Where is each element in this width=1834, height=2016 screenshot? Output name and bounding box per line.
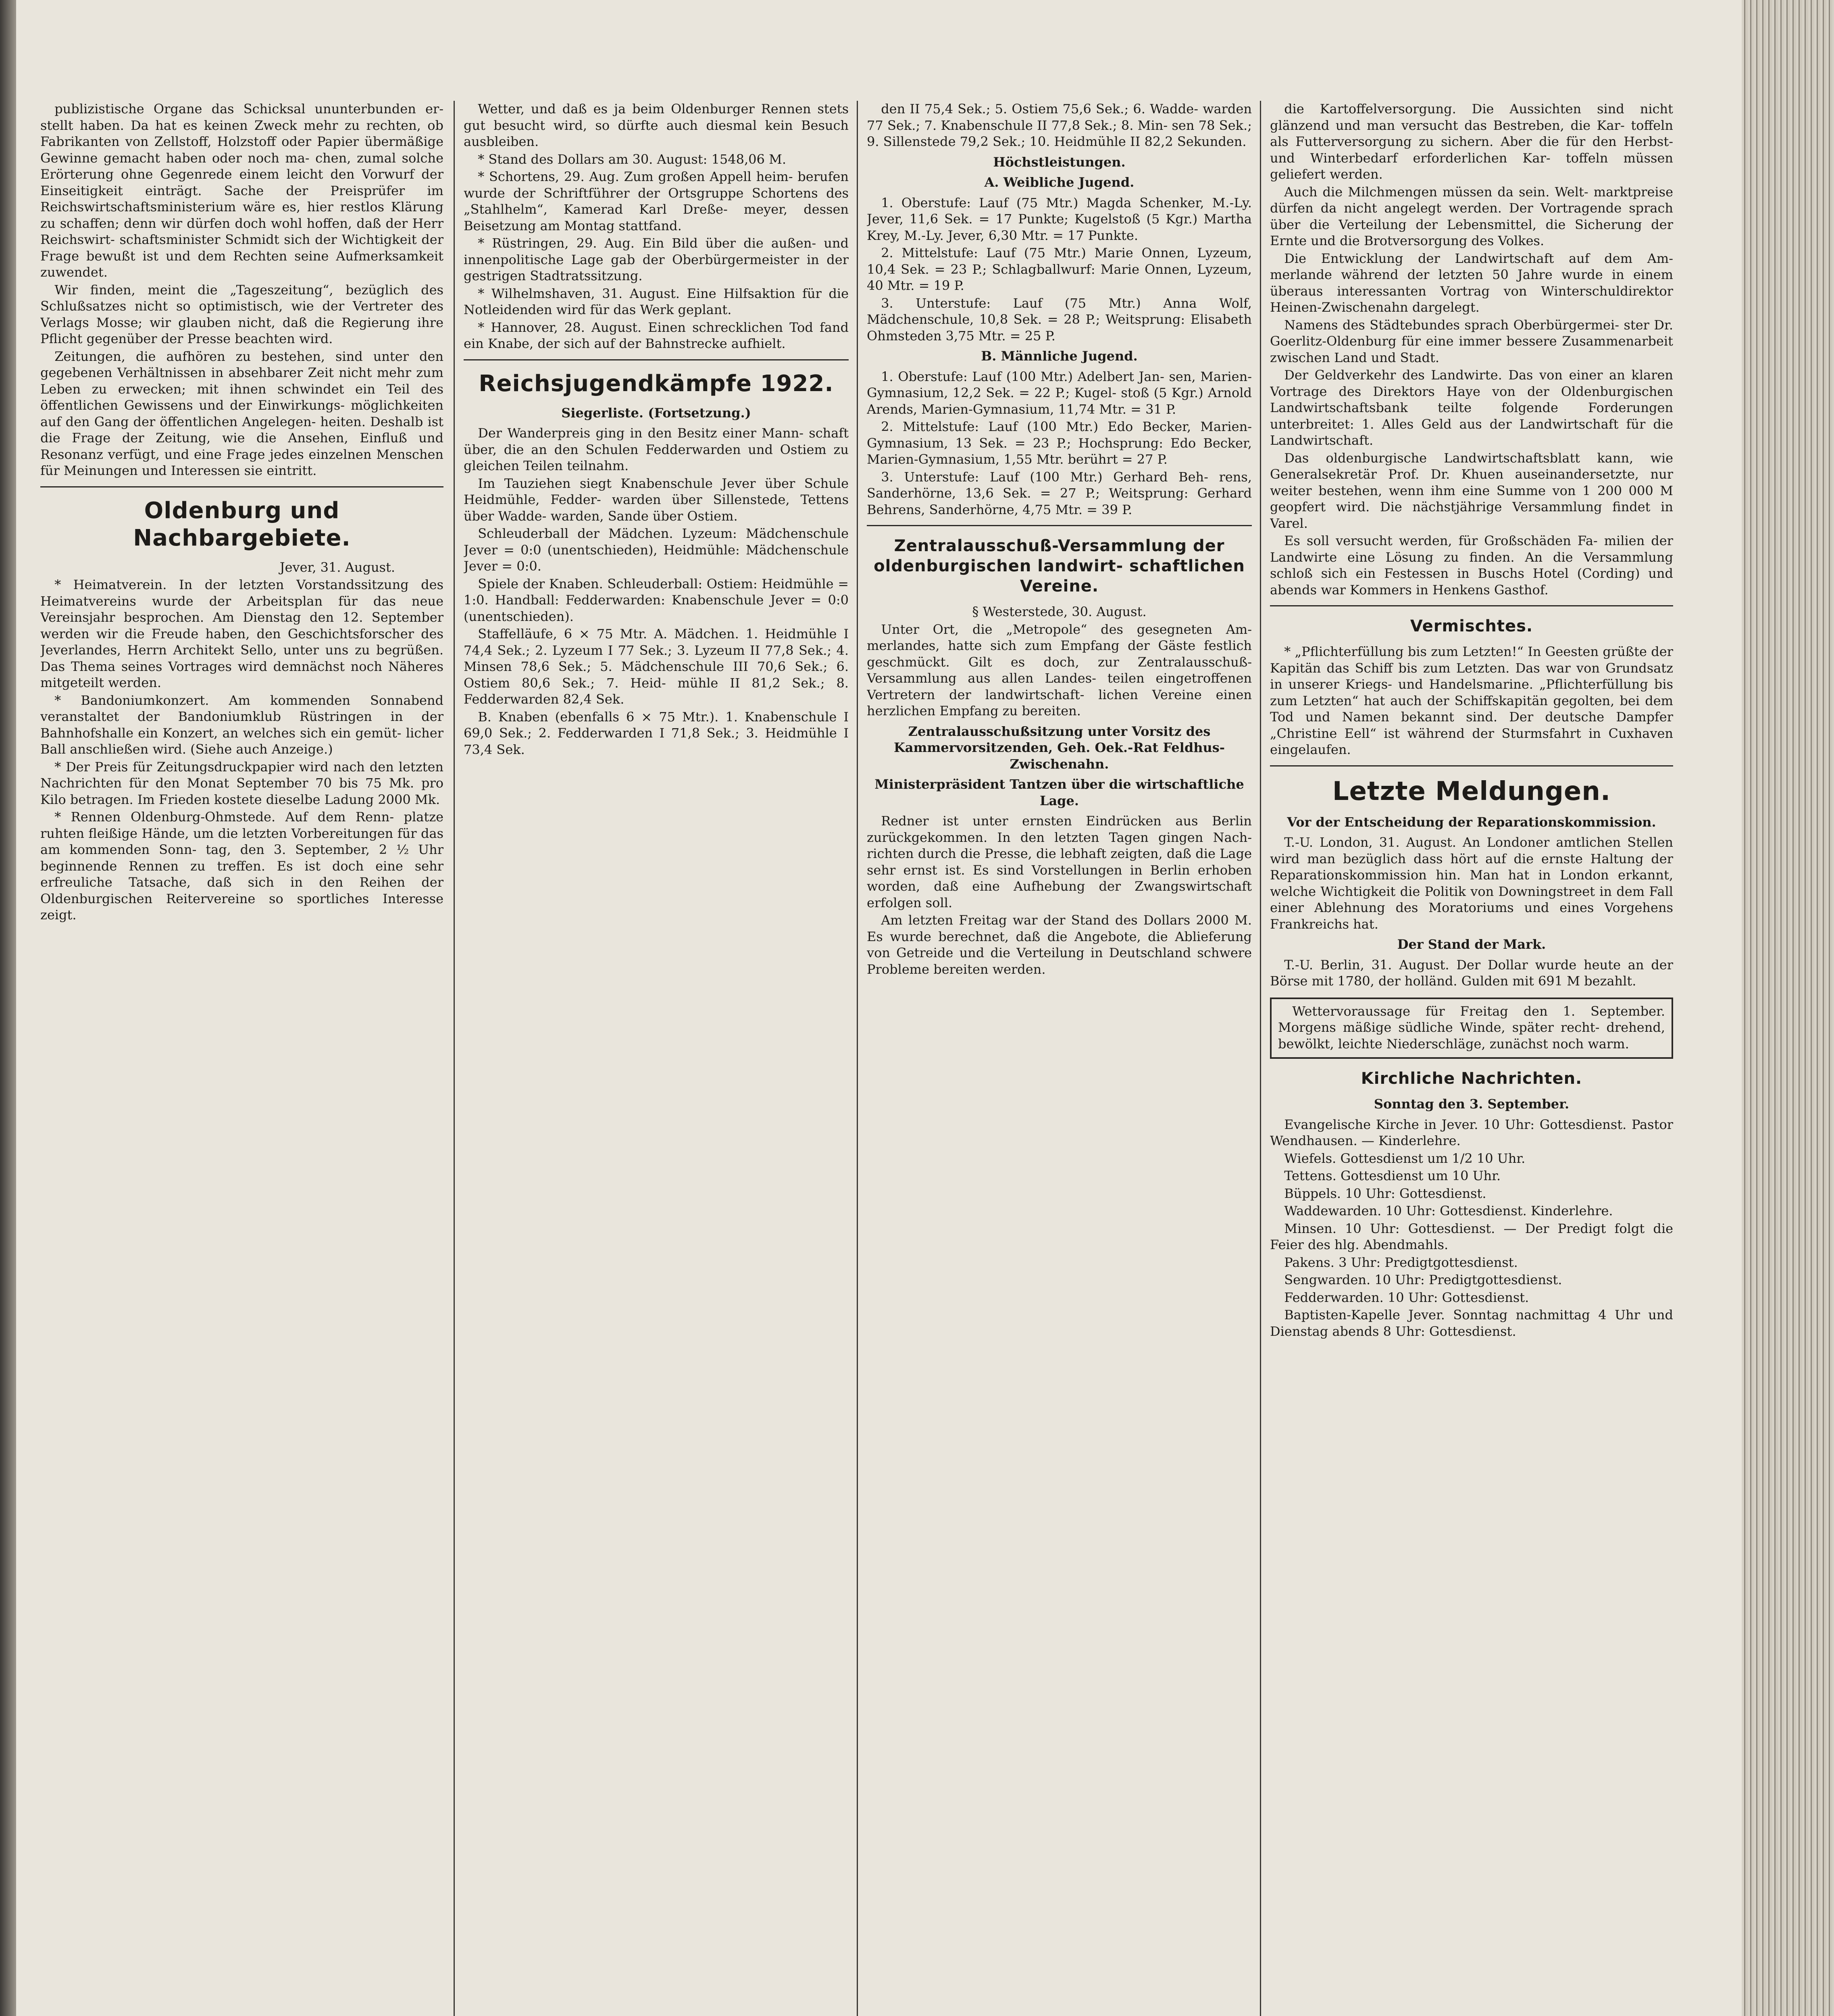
col2-paragraph: Der Wanderpreis ging in den Besitz einer Mann- schaft über, die an den Schulen Fedderwarden und Ostiem zu gleichen Teilen teilnahm.: [464, 425, 849, 473]
church-item: Sengwarden. 10 Uhr: Predigtgottesdienst.: [1284, 1272, 1562, 1287]
divider: [1270, 765, 1673, 766]
divider: [40, 486, 443, 487]
subheading: Höchstleistungen.: [993, 154, 1126, 170]
col1-paragraph: publizistische Organe das Schicksal ununterbunden er- stellt haben. Da hat es keinen Zweck mehr zu rechten, ob Fabrikanten von Zellstoff, Holzstoff oder Papier übermäßige Gewinne gemacht haben oder noch ma- chen, zumal solche Erörterung ohne Gegenrede einem leicht den Vorwurf der Einseitigkeit einträgt. Sache der Preisprüfer im Reichswirtschaftsministerium wäre es, hier restlos Klärung zu schaffen; denn wir dürfen doch wohl hoffen, daß der Herr Reichswirt- schaftsminister Schmidt sich der Wichtigkeit der Frage bewußt ist und dem Rechten seine Aufmerksamkeit zuwendet.: [40, 101, 443, 280]
col3-paragraph: 2. Mittelstufe: Lauf (75 Mtr.) Marie Onnen, Lyzeum, 10,4 Sek. = 23 P.; Schlagballwurf: Marie Onnen, Lyzeum, 40 Mtr. = 19 P.: [867, 245, 1252, 293]
church-item: Evangelische Kirche in Jever. 10 Uhr: Gottesdienst. Pastor Wendhausen. — Kinderlehre.: [1270, 1116, 1673, 1148]
divider: [867, 525, 1252, 526]
col2-paragraph: Wetter, und daß es ja beim Oldenburger Rennen stets gut besucht wird, so dürfte auch diesmal kein Besuch ausbleiben.: [464, 101, 849, 149]
col4-paragraph: T.-U. Berlin, 31. August. Der Dollar wurde heute an der Börse mit 1780, der holländ. Gulden mit 691 M bezahlt.: [1270, 957, 1673, 989]
binding-shadow: [0, 0, 16, 2016]
section-subtitle: Der Stand der Mark.: [1397, 937, 1546, 952]
col4-paragraph: Auch die Milchmengen müssen da sein. Welt- marktpreise dürfen da nicht angelegt werden. Der Vortragende sprach über die Verteilung der Lebensmittel, die Sicherung der Ernte und die Brotversorgung des Volkes.: [1270, 184, 1673, 248]
col1-paragraph: * Rennen Oldenburg-Ohmstede. Auf dem Renn- platze ruhten fleißige Hände, um die letzten Vorbereitungen für das am kommenden Sonn- tag, den 3. September, 2 ½ Uhr beginnende Rennen zu treffen. Es ist doch eine sehr erfreuliche Tatsache, daß sich in den Reihen der Oldenburgischen Reitervereine so sportliches Interesse zeigt.: [40, 809, 443, 923]
col4-paragraph: die Kartoffelversorgung. Die Aussichten sind nicht glänzend und man versucht das Bestreben, die Kar- toffeln als Futterversorgung zu sichern. Aber die für den Herbst- und Winterbedarf erforderlichen Kar- toffeln müssen geliefert werden.: [1270, 101, 1673, 182]
col4-paragraph: T.-U. London, 31. August. An Londoner amtlichen Stellen wird man bezüglich dass hört auf die ernste Haltung der Reparationskommission hin. Man hat in London erkannt, welche Wichtigkeit die Politik von Downingstreet in dem Fall einer Ablehnung des Moratoriums und eines Vorgehens Frankreichs hat.: [1270, 835, 1673, 932]
subheading: A. Weibliche Jugend.: [984, 175, 1135, 190]
subheading: B. Männliche Jugend.: [981, 348, 1138, 364]
col4-paragraph: Es soll versucht werden, für Großschäden Fa- milien der Landwirte eine Lösung zu finden. An die Versammlung schloß sich ein Festessen in Buschs Hotel (Cording) und abends war Kommers in Henkens Gasthof.: [1270, 533, 1673, 598]
column-rule: [857, 101, 858, 2016]
col3-paragraph: 1. Oberstufe: Lauf (75 Mtr.) Magda Schenker, M.-Ly. Jever, 11,6 Sek. = 17 Punkte; Kugelstoß (5 Kgr.) Martha Krey, M.-Ly. Jever, 6,30 Mtr. = 17 Punkte.: [867, 195, 1252, 243]
church-item: Tettens. Gottesdienst um 10 Uhr.: [1284, 1168, 1501, 1183]
section-title-letzte-meldungen: Letzte Meldungen.: [1332, 776, 1611, 806]
dollar-rate: * Stand des Dollars am 30. August: 1548,06 M.: [478, 151, 786, 167]
column-4: [1270, 101, 1673, 2016]
col2-paragraph: Spiele der Knaben. Schleuderball: Ostiem: Heidmühle = 1:0. Handball: Fedderwarden: Knabenschule Jever = 0:0 (unentschieden).: [464, 576, 849, 624]
col2-paragraph: * Wilhelmshaven, 31. August. Eine Hilfsaktion für die Notleidenden wird für das Werk geplant.: [464, 285, 849, 317]
col3-paragraph: Zentralausschußsitzung unter Vorsitz des Kammervorsitzenden, Geh. Oek.-Rat Feldhus-Zwischenahn.: [893, 723, 1225, 772]
divider: [464, 359, 849, 360]
col1-paragraph: * Der Preis für Zeitungsdruckpapier wird nach den letzten Nachrichten für den Monat September 70 bis 75 Mk. pro Kilo betragen. Im Frieden kostete dieselbe Ladung 2000 Mk.: [40, 759, 443, 807]
church-item: Wiefels. Gottesdienst um 1/2 10 Uhr.: [1284, 1150, 1526, 1166]
church-item: Baptisten-Kapelle Jever. Sonntag nachmittag 4 Uhr und Dienstag abends 8 Uhr: Gottesdienst.: [1270, 1307, 1673, 1339]
section-title-reichsjugendkaempfe: Reichsjugendkämpfe 1922.: [479, 370, 834, 397]
church-date: Sonntag den 3. September.: [1374, 1096, 1570, 1112]
col3-paragraph: Redner ist unter ernsten Eindrücken aus Berlin zurückgekommen. In den letzten Tagen gingen Nach- richten durch die Presse, die lebhaft zeigten, daß die Lage sehr ernst ist. Es sind Vorstellungen in Berlin erhoben worden, daß eine Aufhebung der Zwangswirtschaft erfolgen soll.: [867, 813, 1252, 910]
col1-paragraph: Zeitungen, die aufhören zu bestehen, sind unter den gegebenen Verhältnissen in absehbarer Zeit nicht mehr zum Leben zu erwecken; mit ihnen schwindet ein Teil des öffentlichen Gewissens und der Einwirkungs- möglichkeiten auf den Gang der öffentlichen Angelegen- heiten. Deshalb ist die Frage der Zeitung, wie die Ansehen, Einfluß und Resonanz verfügt, und eine Frage jedes einzelnen Menschen für Meinungen und Interessen sie eintritt.: [40, 348, 443, 478]
col2-paragraph: Staffelläufe, 6 × 75 Mtr. A. Mädchen. 1. Heidmühle I 74,4 Sek.; 2. Lyzeum I 77 Sek.; 3. Lyzeum II 77,8 Sek.; 4. Minsen 78,6 Sek.; 5. Mädchenschule III 70,6 Sek.; 6. Ostiem 80,6 Sek.; 7. Heid- mühle II 81,2 Sek.; 8. Fedderwarden 82,4 Sek.: [464, 626, 849, 707]
col2-paragraph: Im Tauziehen siegt Knabenschule Jever über Schule Heidmühle, Fedder- warden über Sillenstede, Tettens über Wadde- warden, Sande über Ostiem.: [464, 475, 849, 524]
col1-paragraph: Wir finden, meint die „Tageszeitung“, bezüglich des Schlußsatzes nicht so optimistisch, wie der Vertreter des Verlags Mosse; wir glauben nicht, daß die Regierung ihre Pflicht gegenüber der Presse beachten wird.: [40, 282, 443, 346]
col3-paragraph: 2. Mittelstufe: Lauf (100 Mtr.) Edo Becker, Marien-Gymnasium, 13 Sek. = 23 P.; Hochsprung: Edo Becker, Marien-Gymnasium, 1,55 Mtr. berührt = 27 P.: [867, 419, 1252, 467]
col2-paragraph: * Hannover, 28. August. Einen schrecklichen Tod fand ein Knabe, der sich auf der Bahnstrecke aufhielt.: [464, 319, 849, 351]
section-subtitle: Siegerliste. (Fortsetzung.): [561, 405, 751, 421]
col4-paragraph: Die Entwicklung der Landwirtschaft auf dem Am- merlande während der letzten 50 Jahre wurde in einem überaus interessanten Vortrag von Winterschuldirektor Heinen-Zwischenahn dargelegt.: [1270, 250, 1673, 315]
col3-paragraph: Am letzten Freitag war der Stand des Dollars 2000 M. Es wurde berechnet, daß die Angebote, die Ablieferung von Getreide und die Verteilung in Deutschland schwere Probleme bereiten werden.: [867, 912, 1252, 977]
weather-box: [1270, 998, 1673, 1059]
church-item: Fedderwarden. 10 Uhr: Gottesdienst.: [1284, 1289, 1529, 1305]
col2-paragraph: * Rüstringen, 29. Aug. Ein Bild über die außen- und innenpolitische Lage gab der Oberbürgermeister in der gestrigen Stadtratssitzung.: [464, 235, 849, 283]
col1-paragraph: * Heimatverein. In der letzten Vorstandssitzung des Heimatvereins wurde der Arbeitsplan für das neue Vereinsjahr besprochen. Am Dienstag den 12. September werden wir die Freude haben, den Geschichtsforscher des Jeverlandes, Herrn Architekt Sello, unter uns zu begrüßen. Das Thema seines Vortrages wird demnächst noch Näheres mitgeteilt werden.: [40, 577, 443, 690]
section-subtitle: Vor der Entscheidung der Reparationskommission.: [1287, 814, 1656, 830]
church-item: Büppels. 10 Uhr: Gottesdienst.: [1284, 1185, 1486, 1201]
column-rule: [1260, 101, 1261, 2016]
dateline: § Westerstede, 30. August.: [972, 604, 1147, 619]
section-title-zentralausschuss: Zentralausschuß-Versammlung der oldenburgischen landwirt- schaftlichen Vereine.: [874, 537, 1245, 596]
section-title-kirchliche-nachrichten: Kirchliche Nachrichten.: [1361, 1069, 1582, 1088]
church-item: Minsen. 10 Uhr: Gottesdienst. — Der Predigt folgt die Feier des hlg. Abendmahls.: [1270, 1220, 1673, 1252]
dateline: Jever, 31. August.: [279, 559, 395, 575]
col1-paragraph: * Bandoniumkonzert. Am kommenden Sonnabend veranstaltet der Bandoniumklub Rüstringen in der Bahnhofshalle ein Konzert, an welches sich ein gemüt- licher Ball anschließen wird. (Siehe auch Anzeige.): [40, 692, 443, 757]
col3-paragraph: 3. Unterstufe: Lauf (75 Mtr.) Anna Wolf, Mädchenschule, 10,8 Sek. = 28 P.; Weitsprung: Elisabeth Ohmsteden 3,75 Mtr. = 25 P.: [867, 295, 1252, 344]
col2-paragraph: * Schortens, 29. Aug. Zum großen Appell heim- berufen wurde der Schriftführer der Ortsgruppe Schortens des „Stahlhelm“, Kamerad Karl Dreße- meyer, dessen Beisetzung am Montag stattfand.: [464, 169, 849, 233]
column-rule: [454, 101, 455, 2016]
section-title-vermischtes: Vermischtes.: [1410, 617, 1533, 635]
col2-paragraph: B. Knaben (ebenfalls 6 × 75 Mtr.). 1. Knabenschule I 69,0 Sek.; 2. Fedderwarden I 71,8 Sek.; 3. Heidmühle I 73,4 Sek.: [464, 709, 849, 757]
col3-paragraph: 1. Oberstufe: Lauf (100 Mtr.) Adelbert Jan- sen, Marien-Gymnasium, 12,2 Sek. = 22 P.; Kugel- stoß (5 Kgr.) Arnold Arends, Marien-Gymnasium, 11,74 Mtr. = 31 P.: [867, 369, 1252, 417]
column-3: [867, 101, 1252, 2016]
col3-paragraph: 3. Unterstufe: Lauf (100 Mtr.) Gerhard Beh- rens, Sanderhörne, 13,6 Sek. = 27 P.; Weitsprung: Gerhard Behrens, Sanderhörne, 4,75 Mtr. = 39 P.: [867, 469, 1252, 517]
col4-paragraph: Der Geldverkehr des Landwirte. Das von einer an klaren Vortrage des Direktors Haye von der Oldenburgischen Landwirtschaftsbank teilte folgende Forderungen unterbreitet: 1. Alles Geld aus der Landwirtschaft für die Landwirtschaft.: [1270, 367, 1673, 448]
col4-paragraph: * „Pflichterfüllung bis zum Letzten!“ In Geesten grüßte der Kapitän das Schiff bis zum Letzten. Das war von Grundsatz in unserer Kriegs- und Handelsmarine. „Pflichterfüllung bis zum Letzten“ hat auch der Schiffskapitän gegolten, bei dem Tod und Namen bekannt sind. Der deutsche Dampfer „Christine Eell“ ist während der Sturmsfahrt in Cuxhaven eingelaufen.: [1270, 644, 1673, 757]
col4-paragraph: Das oldenburgische Landwirtschaftsblatt kann, wie Generalsekretär Prof. Dr. Khuen auseinandersetzte, nur weiter bestehen, wenn ihm eine Summe von 1 200 000 M geopfert wird. Die nächstjährige Versammlung findet in Varel.: [1270, 450, 1673, 531]
col3-paragraph: den II 75,4 Sek.; 5. Ostiem 75,6 Sek.; 6. Wadde- warden 77 Sek.; 7. Knabenschule II 77,8 Sek.; 8. Min- sen 78 Sek.; 9. Sillenstede 79,2 Sek.; 10. Heidmühle II 82,2 Sekunden.: [867, 101, 1252, 149]
divider: [1270, 605, 1673, 606]
church-item: Waddewarden. 10 Uhr: Gottesdienst. Kinderlehre.: [1284, 1203, 1613, 1218]
column-2: [464, 101, 849, 2016]
newspaper-page: [16, 0, 1742, 2016]
column-1: [40, 101, 443, 2016]
col2-paragraph: Schleuderball der Mädchen. Lyzeum: Mädchenschule Jever = 0:0 (unentschieden), Heidmühle: Mädchenschule Jever = 0:0.: [464, 526, 849, 574]
weather-forecast: Wettervoraussage für Freitag den 1. September. Morgens mäßige südliche Winde, später recht- drehend, bewölkt, leichte Niederschläge, zunächst noch warm.: [1278, 1003, 1665, 1052]
page-stack-edge: [1742, 0, 1834, 2016]
section-title-oldenburg: Oldenburg und Nachbargebiete.: [133, 497, 351, 551]
col4-paragraph: Namens des Städtebundes sprach Oberbürgermei- ster Dr. Goerlitz-Oldenburg für eine immer bessere Zusammenarbeit zwischen Land und Stadt.: [1270, 317, 1673, 365]
church-item: Pakens. 3 Uhr: Predigtgottesdienst.: [1284, 1254, 1518, 1270]
col3-paragraph: Unter Ort, die „Metropole“ des gesegneten Am- merlandes, hatte sich zum Empfang der Gäste festlich geschmückt. Gilt es doch, zur Zentralausschuß-Versammlung aus allen Landes- teilen eingetroffenen Vertretern der landwirtschaft- lichen Vereine einen herzlichen Empfang zu bereiten.: [867, 621, 1252, 719]
col3-paragraph: Ministerpräsident Tantzen über die wirtschaftliche Lage.: [874, 777, 1244, 808]
